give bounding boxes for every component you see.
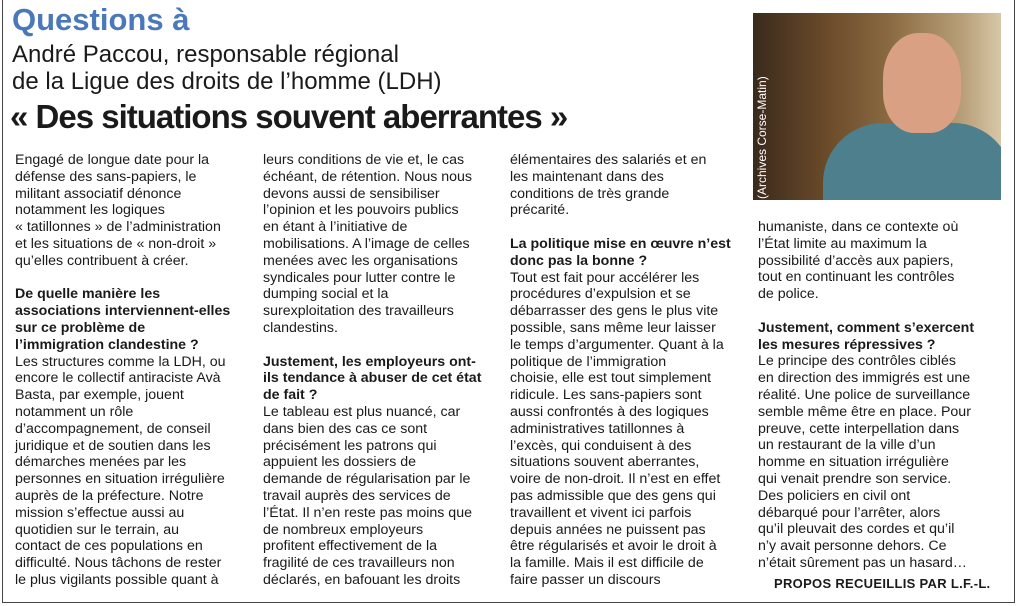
text-line: un restaurant de la ville d’un (758, 437, 936, 454)
text-line: l’État limite au maximum la (758, 235, 927, 252)
text-line: qu’elles contribuent à créer. (15, 252, 189, 269)
text-line: demande de régularisation par le (263, 471, 471, 488)
text-line: aussi confrontés à des logiques (510, 403, 709, 420)
text-line: démarches menées par les (15, 454, 187, 471)
text-line: homme en situation irrégulière (758, 454, 949, 471)
text-line: fragilité de ces travailleurs non (263, 555, 455, 572)
text-line: n’y avait personne dehors. Ce (758, 538, 947, 555)
text-line: possibilité d’accès aux papiers, (758, 252, 954, 269)
question-line: de fait ? (263, 387, 318, 404)
text-line: clandestins. (263, 319, 338, 336)
text-line: pas admissible que des gens qui (510, 487, 716, 504)
kicker: Questions à (12, 2, 190, 37)
text-line: le temps d’argumenter. Quant à la (510, 336, 724, 353)
text-line: débarqué pour l’arrêter, alors (758, 504, 941, 521)
subtitle (12, 41, 442, 95)
text-line: précarité. (510, 202, 570, 219)
text-line: preuve, cette interpellation dans (758, 420, 960, 437)
text-line: Tout est fait pour accélérer les (510, 269, 700, 286)
text-line: choisie, elle est tout simplement (510, 370, 712, 387)
text-line: Engagé de longue date pour la (15, 152, 210, 168)
column-4 (758, 219, 974, 572)
question-line: La politique mise en œuvre n’est (510, 235, 731, 252)
text-line: politique de l’immigration (510, 353, 667, 370)
text-line: l’opinion et les pouvoirs publics (263, 202, 459, 219)
question-line: sur ce problème de (15, 319, 146, 336)
text-line: être régularisés et avoir le droit à (510, 538, 717, 555)
text-line: en étant à l’initiative de (263, 219, 408, 236)
text-line: n’était sûrement pas un hasard… (758, 554, 967, 571)
text-line: devons aussi de sensibiliser (263, 185, 440, 202)
text-line: juridique et de soutien dans les (15, 437, 211, 454)
text-line: notamment les logiques (15, 202, 165, 219)
question-line: l’immigration clandestine ? (15, 336, 199, 353)
text-line: d’accompagnement, de conseil (15, 420, 211, 437)
text-line: Le principe des contrôles ciblés (758, 353, 956, 370)
question-line: De quelle manière les (15, 286, 161, 303)
text-line: tout en continuant les contrôles (758, 269, 955, 286)
portrait-photo (753, 13, 1001, 200)
text-line: Basta, par exemple, jouent (15, 387, 184, 404)
text-line: difficulté. Nous tâchons de rester (15, 555, 222, 572)
text-line: le plus vigilants possible quant à (15, 571, 219, 588)
text-line: Des policiers en civil ont (758, 487, 911, 504)
question-line: les mesures répressives ? (758, 336, 936, 353)
question-line: associations interviennent-elles (15, 303, 231, 320)
text-line: procédures d’expulsion et se (510, 286, 691, 303)
photo-shirt (823, 123, 1001, 200)
paragraph-gap (758, 303, 974, 320)
photo-credit: (Archives Corse-Matin) (755, 76, 769, 199)
text-line: appuient les dossiers de (263, 454, 417, 471)
text-line: faire passer un discours (510, 571, 661, 588)
text-line: notamment un rôle (15, 403, 134, 420)
text-line: défense des sans-papiers, le (15, 168, 197, 185)
subtitle-line: de la Ligue des droits de l’homme (LDH) (12, 68, 442, 95)
text-line: l’État. Il n’en reste pas moins que (263, 504, 472, 521)
text-line: élémentaires des salariés et en (510, 152, 707, 168)
text-line: personnes en situation irrégulière (15, 471, 225, 488)
text-line: échéant, de rétention. Nous nous (263, 168, 473, 185)
text-line: situations souvent aberrantes, (510, 454, 700, 471)
text-line: menées avec les organisations (263, 252, 458, 269)
text-line: en direction des immigrés est une (758, 370, 971, 387)
headline: « Des situations souvent aberrantes » (10, 98, 568, 135)
text-line: l’excès, qui conduisent à des (510, 437, 692, 454)
text-line: auprès de la préfecture. Notre (15, 487, 204, 504)
text-line: les maintenant dans des (510, 168, 664, 185)
text-line: « tatillonnes » de l’administration (15, 219, 221, 236)
text-line: voire de non-droit. Il n’est en effet (510, 471, 721, 488)
text-line: dans bien des cas ce sont (263, 420, 428, 437)
paragraph-gap (263, 337, 481, 354)
text-line: mission s’effectue aussi au (15, 504, 185, 521)
text-line: dumping social et la (263, 286, 389, 303)
subtitle-line: André Paccou, responsable régional (12, 41, 399, 68)
question-line: Justement, comment s’exercent (758, 319, 975, 336)
text-line: leurs conditions de vie et, le cas (263, 152, 465, 168)
text-line: mobilisations. A l’image de celles (263, 235, 470, 252)
text-line: encore le collectif antiraciste Avà (15, 370, 221, 387)
text-line: administratives tatillonnes à (510, 420, 685, 437)
text-line: et les situations de « non-droit » (15, 235, 217, 252)
text-line: semble même être en place. Pour (758, 403, 971, 420)
question-line: Justement, les employeurs ont- (263, 353, 476, 370)
question-line: donc pas la bonne ? (510, 252, 648, 269)
text-line: Le tableau est plus nuancé, car (263, 403, 461, 420)
text-line: militant associatif dénonce (15, 185, 182, 202)
text-line: profitent effectivement de la (263, 538, 438, 555)
text-line: de police. (758, 286, 819, 303)
question-line: ils tendance à abuser de cet état (263, 370, 482, 387)
text-line: qui venait prendre son service. (758, 470, 952, 487)
text-line: ridicule. Les sans-papiers sont (510, 387, 702, 404)
text-line: humaniste, dans ce contexte où (758, 219, 959, 235)
photo-face (883, 33, 961, 133)
text-line: surexploitation des travailleurs (263, 303, 454, 320)
text-line: travail auprès des services de (263, 487, 451, 504)
text-line: depuis années ne puissent pas (510, 521, 706, 538)
byline: PROPOS RECUEILLIS PAR L.F.-L. (774, 576, 991, 591)
text-line: qu’il pleuvait des cordes et qu’il (758, 521, 955, 538)
paragraph-gap (510, 219, 731, 236)
text-line: débarrasser des gens le plus vite (510, 303, 719, 320)
paragraph-gap (15, 270, 230, 287)
text-line: réalité. Une police de surveillance (758, 386, 971, 403)
text-line: syndicales pour lutter contre le (263, 269, 456, 286)
column-2 (263, 152, 481, 589)
text-line: déclarés, en bafouant les droits (263, 571, 461, 588)
text-line: quotidien sur le terrain, au (15, 521, 180, 538)
text-line: possible, sans même leur laisser (510, 319, 716, 336)
text-line: de nombreux employeurs (263, 521, 424, 538)
text-line: précisément les patrons qui (263, 437, 437, 454)
text-line: Les structures comme la LDH, ou (15, 353, 226, 370)
text-line: la famille. Mais il est difficile de (510, 555, 704, 572)
text-line: conditions de très grande (510, 185, 670, 202)
text-line: travaillent et vivent ici parfois (510, 504, 692, 521)
text-line: contact de ces populations en (15, 538, 203, 555)
column-1 (15, 152, 230, 589)
column-3 (510, 152, 731, 589)
